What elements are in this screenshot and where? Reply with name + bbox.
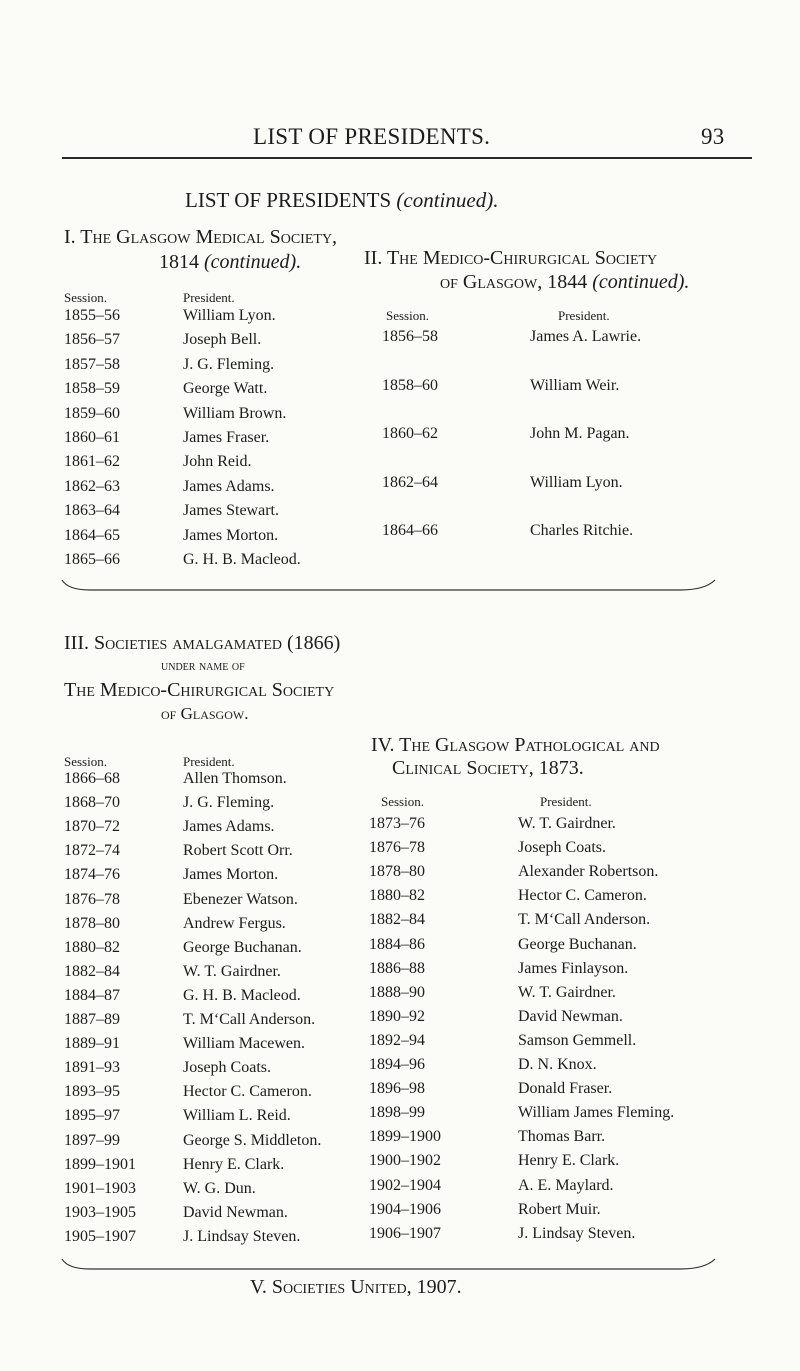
table-row: [64, 866, 364, 890]
section1-col-session: Session.: [64, 290, 107, 305]
president-cell: Robert Scott Orr.: [183, 842, 293, 860]
table-row: [382, 328, 762, 352]
session-cell: 1901–1903: [64, 1179, 136, 1197]
section1-col-president: President.: [183, 290, 235, 305]
president-cell: G. H. B. Macleod.: [183, 986, 301, 1004]
table-row: [369, 863, 789, 887]
session-cell: 1855–56: [64, 307, 120, 324]
table-row: [64, 842, 364, 866]
section2-subtitle: of Glasgow, 1844 (continued).: [440, 271, 690, 293]
table-row: [369, 1225, 789, 1249]
table-row: [64, 307, 364, 331]
session-cell: 1887–89: [64, 1011, 120, 1028]
president-cell: George Buchanan.: [518, 935, 637, 953]
session-cell: 1876–78: [64, 890, 120, 908]
president-cell: Joseph Coats.: [518, 839, 606, 857]
table-row: [369, 887, 789, 911]
section3-4-brace: [60, 1257, 720, 1273]
session-cell: 1857–58: [64, 355, 120, 373]
section5-title: V. Societies United, 1907.: [250, 1276, 462, 1298]
session-cell: 1905–1907: [64, 1227, 136, 1245]
table-row: [382, 377, 762, 401]
main-title: LIST OF PRESIDENTS (continued).: [185, 188, 499, 212]
session-cell: 1893–95: [64, 1083, 120, 1101]
table-row: [64, 770, 364, 794]
section1-subtitle: 1814 (continued).: [159, 251, 302, 273]
session-cell: 1897–99: [64, 1131, 120, 1149]
president-cell: James Fraser.: [183, 429, 270, 446]
session-cell: 1904–1906: [369, 1200, 441, 1218]
president-cell: James Morton.: [183, 526, 279, 544]
table-row: [369, 1104, 789, 1128]
table-row: [369, 960, 789, 984]
section2-col-president: President.: [558, 308, 610, 323]
session-cell: 1903–1905: [64, 1203, 136, 1221]
table-row: [64, 1228, 364, 1252]
session-cell: 1878–80: [369, 863, 425, 881]
section2-col-session: Session.: [386, 308, 429, 323]
president-cell: James A. Lawrie.: [530, 328, 642, 345]
president-cell: Joseph Coats.: [183, 1059, 271, 1077]
table-row: [64, 1204, 364, 1228]
session-cell: 1894–96: [369, 1056, 425, 1073]
section4-subtitle: Clinical Society, 1873.: [392, 757, 584, 779]
president-cell: William Lyon.: [530, 473, 623, 491]
section3-table: [64, 770, 364, 1260]
session-cell: 1856–57: [64, 331, 120, 349]
header-rule: [62, 157, 752, 159]
section3-title-line2: under name of: [161, 659, 245, 674]
session-cell: 1861–62: [64, 453, 120, 471]
president-cell: George Watt.: [183, 380, 268, 398]
president-cell: William Weir.: [530, 376, 620, 394]
president-cell: W. G. Dun.: [183, 1179, 256, 1197]
session-cell: 1866–68: [64, 770, 120, 787]
president-cell: James Adams.: [183, 818, 275, 836]
session-cell: 1865–66: [64, 551, 120, 568]
session-cell: 1902–1904: [369, 1176, 441, 1194]
table-row: [64, 1132, 364, 1156]
table-row: [64, 1035, 364, 1059]
president-cell: John Reid.: [183, 453, 252, 471]
table-row: [369, 936, 789, 960]
session-cell: 1863–64: [64, 502, 120, 520]
table-row: [64, 551, 364, 575]
table-row: [369, 839, 789, 863]
table-row: [369, 1177, 789, 1201]
session-cell: 1860–61: [64, 429, 120, 446]
table-row: [64, 502, 364, 526]
president-cell: Charles Ritchie.: [530, 522, 634, 540]
table-row: [64, 405, 364, 429]
session-cell: 1891–93: [64, 1059, 120, 1077]
president-cell: Hector C. Cameron.: [183, 1083, 312, 1101]
president-cell: William Lyon.: [183, 307, 276, 324]
session-cell: 1876–78: [369, 839, 425, 857]
session-cell: 1858–59: [64, 380, 120, 398]
session-cell: 1878–80: [64, 914, 120, 932]
president-cell: W. T. Gairdner.: [518, 815, 616, 832]
president-cell: D. N. Knox.: [518, 1056, 597, 1073]
table-row: [64, 818, 364, 842]
session-cell: 1899–1900: [369, 1128, 441, 1146]
president-cell: William James Fleming.: [518, 1104, 675, 1122]
section3-col-president: President.: [183, 754, 235, 769]
section4-table: [369, 815, 789, 1255]
section1-table: [64, 307, 364, 577]
president-cell: Donald Fraser.: [518, 1080, 613, 1098]
president-cell: William L. Reid.: [183, 1107, 291, 1125]
table-row: [382, 522, 762, 546]
table-row: [369, 1128, 789, 1152]
session-cell: 1899–1901: [64, 1155, 136, 1173]
session-cell: 1890–92: [369, 1007, 425, 1025]
table-row: [382, 474, 762, 498]
section3-title: III. Societies amalgamated (1866): [64, 632, 341, 654]
president-cell: John M. Pagan.: [530, 425, 630, 443]
table-row: [369, 1201, 789, 1225]
session-cell: 1856–58: [382, 328, 438, 345]
president-cell: David Newman.: [518, 1007, 623, 1025]
president-cell: Hector C. Cameron.: [518, 887, 647, 905]
president-cell: W. T. Gairdner.: [518, 983, 616, 1001]
session-cell: 1884–87: [64, 986, 120, 1004]
table-row: [369, 1152, 789, 1176]
table-row: [64, 478, 364, 502]
page-number: 93: [701, 124, 725, 149]
president-cell: T. M‘Call Anderson.: [518, 911, 651, 929]
section1-2-brace: [60, 578, 720, 594]
president-cell: David Newman.: [183, 1203, 288, 1221]
session-cell: 1900–1902: [369, 1152, 441, 1170]
president-cell: T. M‘Call Anderson.: [183, 1011, 316, 1028]
session-cell: 1872–74: [64, 842, 120, 860]
session-cell: 1870–72: [64, 818, 120, 836]
president-cell: J. Lindsay Steven.: [518, 1224, 636, 1242]
president-cell: William Macewen.: [183, 1035, 305, 1053]
table-row: [64, 1059, 364, 1083]
table-row: [382, 425, 762, 449]
session-cell: 1896–98: [369, 1080, 425, 1098]
table-row: [64, 939, 364, 963]
section1-title: I. The Glasgow Medical Society,: [64, 226, 338, 248]
session-cell: 1898–99: [369, 1104, 425, 1122]
session-cell: 1895–97: [64, 1107, 120, 1125]
president-cell: J. G. Fleming.: [183, 794, 275, 812]
table-row: [64, 380, 364, 404]
table-row: [64, 987, 364, 1011]
president-cell: James Stewart.: [183, 502, 279, 520]
president-cell: James Adams.: [183, 477, 275, 495]
session-cell: 1880–82: [64, 938, 120, 956]
table-row: [64, 1180, 364, 1204]
table-row: [64, 915, 364, 939]
president-cell: Allen Thomson.: [183, 770, 287, 787]
table-row: [369, 815, 789, 839]
section4-col-president: President.: [540, 794, 592, 809]
president-cell: Joseph Bell.: [183, 331, 262, 349]
president-cell: Alexander Robertson.: [518, 863, 659, 881]
president-cell: James Finlayson.: [518, 959, 629, 977]
table-row: [64, 1156, 364, 1180]
section2-table: [382, 328, 762, 568]
session-cell: 1906–1907: [369, 1224, 441, 1242]
table-row: [64, 527, 364, 551]
section4-title: IV. The Glasgow Pathological and: [371, 734, 660, 756]
president-cell: Ebenezer Watson.: [183, 890, 298, 908]
session-cell: 1886–88: [369, 959, 425, 977]
session-cell: 1864–66: [382, 522, 438, 540]
table-row: [64, 453, 364, 477]
section3-title-line4: of Glasgow.: [161, 704, 249, 723]
session-cell: 1888–90: [369, 983, 425, 1001]
table-row: [64, 963, 364, 987]
table-row: [369, 1056, 789, 1080]
table-row: [369, 911, 789, 935]
session-cell: 1859–60: [64, 404, 120, 422]
session-cell: 1882–84: [369, 911, 425, 929]
section4-col-session: Session.: [381, 794, 424, 809]
table-row: [64, 1083, 364, 1107]
section3-col-session: Session.: [64, 754, 107, 769]
table-row: [369, 984, 789, 1008]
session-cell: 1880–82: [369, 887, 425, 905]
session-cell: 1884–86: [369, 935, 425, 953]
president-cell: Andrew Fergus.: [183, 914, 286, 932]
section3-title-line3: The Medico-Chirurgical Society: [64, 679, 335, 701]
president-cell: George S. Middleton.: [183, 1131, 322, 1149]
president-cell: William Brown.: [183, 404, 287, 422]
session-cell: 1862–64: [382, 473, 438, 491]
table-row: [369, 1032, 789, 1056]
president-cell: G. H. B. Macleod.: [183, 551, 301, 568]
president-cell: Thomas Barr.: [518, 1128, 606, 1146]
table-row: [64, 794, 364, 818]
table-row: [64, 1107, 364, 1131]
president-cell: W. T. Gairdner.: [183, 962, 281, 980]
president-cell: Samson Gemmell.: [518, 1031, 637, 1049]
president-cell: J. G. Fleming.: [183, 355, 275, 373]
session-cell: 1862–63: [64, 477, 120, 495]
section2-title: II. The Medico-Chirurgical Society: [364, 247, 658, 269]
table-row: [64, 891, 364, 915]
president-cell: Henry E. Clark.: [183, 1155, 285, 1173]
table-row: [64, 356, 364, 380]
table-row: [64, 331, 364, 355]
president-cell: A. E. Maylard.: [518, 1176, 614, 1194]
president-cell: Henry E. Clark.: [518, 1152, 620, 1170]
session-cell: 1889–91: [64, 1035, 120, 1053]
session-cell: 1882–84: [64, 962, 120, 980]
president-cell: Robert Muir.: [518, 1200, 601, 1218]
session-cell: 1892–94: [369, 1031, 425, 1049]
table-row: [64, 1011, 364, 1035]
session-cell: 1858–60: [382, 376, 438, 394]
session-cell: 1868–70: [64, 794, 120, 812]
session-cell: 1860–62: [382, 425, 438, 443]
table-row: [369, 1080, 789, 1104]
table-row: [369, 1008, 789, 1032]
session-cell: 1874–76: [64, 866, 120, 884]
table-row: [64, 429, 364, 453]
president-cell: James Morton.: [183, 866, 279, 884]
session-cell: 1864–65: [64, 526, 120, 544]
president-cell: George Buchanan.: [183, 938, 302, 956]
president-cell: J. Lindsay Steven.: [183, 1227, 301, 1245]
running-title: LIST OF PRESIDENTS.: [253, 124, 491, 149]
session-cell: 1873–76: [369, 815, 425, 832]
